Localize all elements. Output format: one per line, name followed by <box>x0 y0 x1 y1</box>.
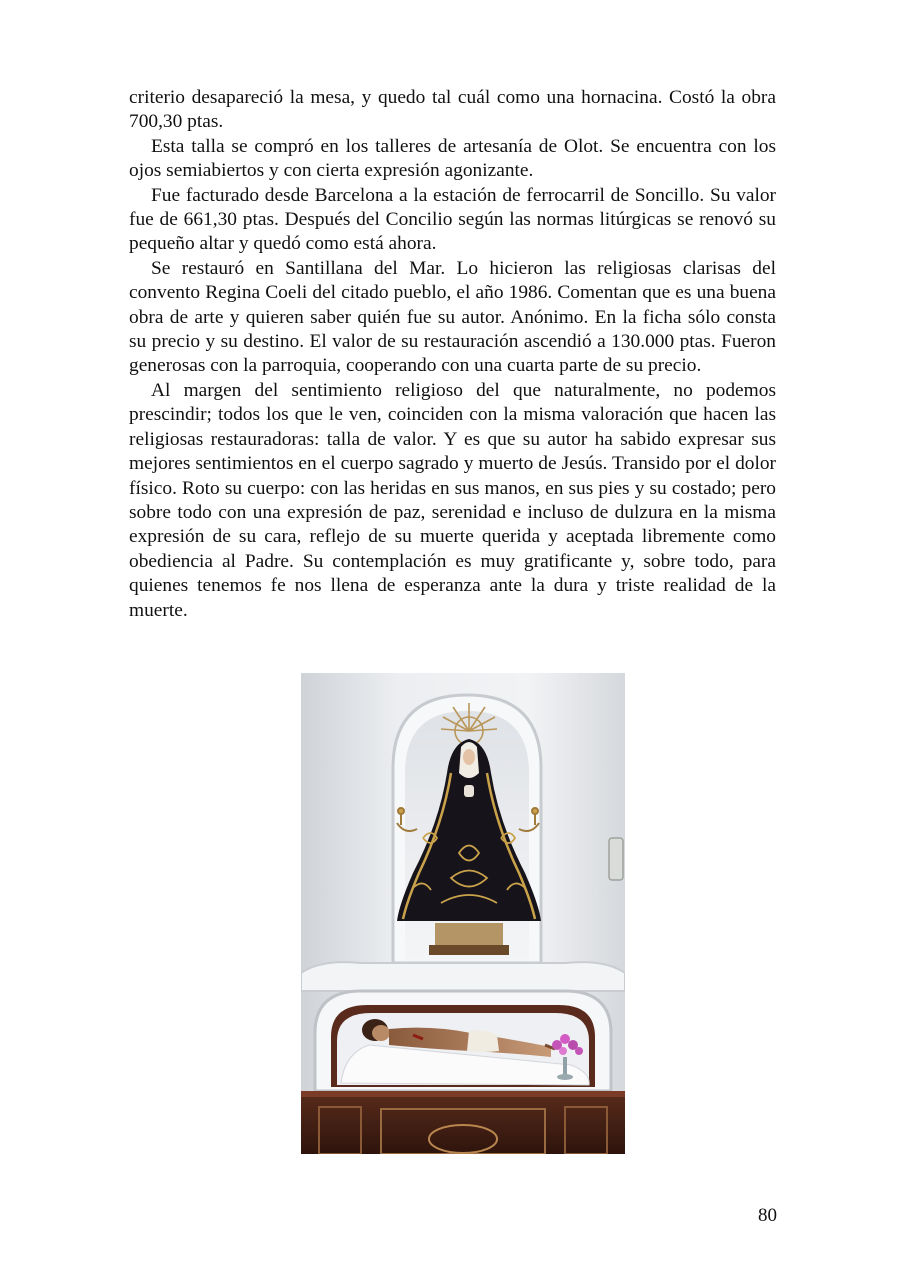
page-number: 80 <box>758 1205 777 1226</box>
virgin-face <box>463 749 475 765</box>
altar-top-edge <box>301 1091 625 1097</box>
paragraph-1: criterio desapareció la mesa, y quedo tal cuál como una hornacina. Costó la obra 700,30 ptas. <box>129 87 776 133</box>
paragraph-3: Fue facturado desde Barcelona a la estación de ferrocarril de Soncillo. Su valor fue de 661,30 ptas. Después del Concilio según las normas litúrgicas se renovó su pequeño altar y quedó como está ahora. <box>129 184 776 255</box>
body-text <box>129 86 776 623</box>
paragraph-5: Al margen del sentimiento religioso del que naturalmente, no podemos prescindir; todos los que le ven, coinciden con la misma valoración que hacen las religiosas restauradoras: talla de valor. Y es que su autor ha sabido expresar sus mejores sentimientos en el cuerpo sagrado y muerto de Jesús. Transido por el dolor físico. Roto su cuerpo: con las heridas en sus manos, en sus pies y su costado; pero sobre todo con una expresión de paz, serenidad e incluso de dulzura en la misma expresión de su cara, reflejo de su muerte querida y aceptada libremente como obediencia al Padre. Su contemplación es muy gratificante y, sobre todo, para quienes tenemos fe nos llena de esperanza ante la dura y triste realidad de la muerte. <box>129 379 776 621</box>
wall-switch <box>609 838 623 880</box>
pedestal-base <box>429 945 509 955</box>
altar-photograph <box>301 673 625 1154</box>
virgin-hands <box>464 785 474 797</box>
paragraph-4: Se restauró en Santillana del Mar. Lo hicieron las religiosas clarisas del convento Regina Coeli del citado pueblo, el año 1986. Comentan que es una buena obra de arte y quieren saber quién fue su autor. Anónimo. En la ficha sólo consta su precio y su destino. El valor de su restauración ascendió a 130.000 ptas. Fueron generosas con la parroquia, cooperando con una cuarta parte de su precio. <box>129 257 776 377</box>
marble-shelf <box>301 962 625 991</box>
statue-pedestal <box>435 923 503 947</box>
wooden-altar <box>301 1091 625 1154</box>
paragraph-2: Esta talla se compró en los talleres de artesanía de Olot. Se encuentra con los ojos semiabiertos y con cierta expresión agonizante. <box>129 135 776 182</box>
